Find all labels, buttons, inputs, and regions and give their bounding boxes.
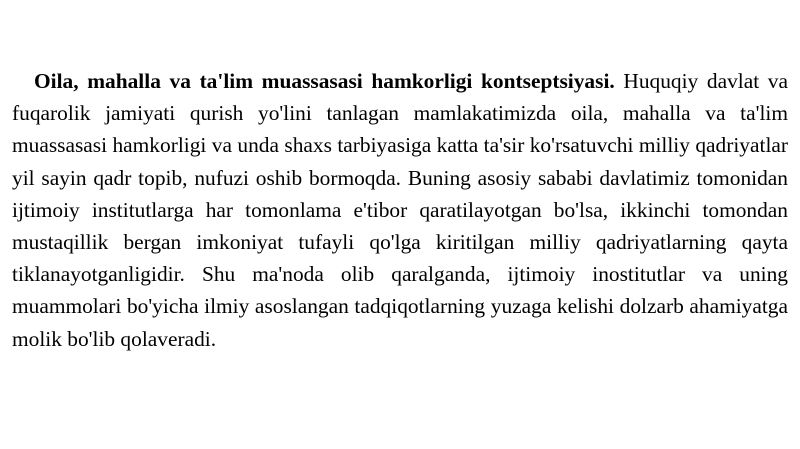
body-paragraph [12, 65, 788, 355]
paragraph-body: Huquqiy davlat va fuqarolik jamiyati qurish yo'lini tanlagan mamlakatimizda oila, mahalla va ta'lim muassasasi hamkorligi va unda shaxs tarbiyasiga katta ta'sir ko'rsatuvchi milliy qadriyatlar yil sayin qadr topib, nufuzi oshib bormoqda. Buning asosiy sababi davlatimiz tomonidan ijtimoiy institutlarga har tomonlama e'tibor qaratilayotgan bo'lsa, ikkinchi tomondan mustaqillik bergan imkoniyat tufayli qo'lga kiritilgan milliy qadriyatlarning qayta tiklanayotganligidir. Shu ma'noda olib qaralganda, ijtimoiy inostitutlar va uning muammolari bo'yicha ilmiy asoslangan tadqiqotlarning yuzaga kelishi dolzarb ahamiyatga molik bo'lib qolaveradi. [12, 69, 788, 351]
document-page [12, 65, 788, 355]
paragraph-heading: Oila, mahalla va ta'lim muassasasi hamkorligi kontseptsiyasi. [34, 69, 615, 93]
